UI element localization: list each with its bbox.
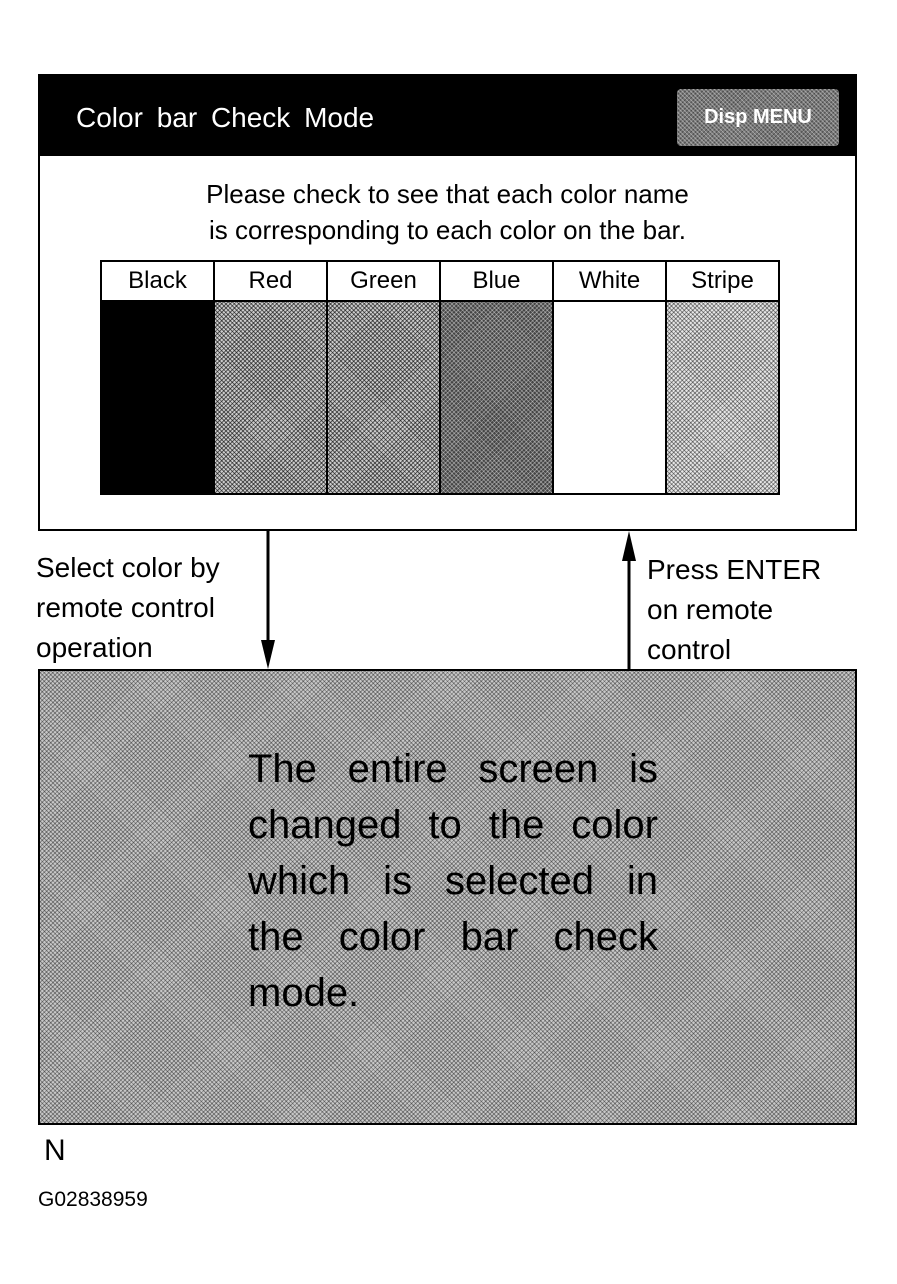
selected-color-description: The entire screen is changed to the color which is selected in the color bar check mode. (248, 747, 658, 1015)
instruction-line-2: is corresponding to each color on the bar. (209, 215, 686, 245)
press-enter-line-3: control (647, 634, 732, 665)
instruction-line-1: Please check to see that each color name (206, 179, 689, 209)
color-name-red: Red (215, 262, 326, 302)
color-bar-table (100, 260, 780, 495)
color-name-blue: Blue (441, 262, 552, 302)
corner-label: N (44, 1134, 66, 1167)
blue-swatch (441, 302, 552, 493)
color-name-stripe: Stripe (667, 262, 778, 302)
press-enter-line-2: on remote (647, 594, 774, 625)
color-column-red[interactable] (215, 262, 328, 493)
color-column-green[interactable] (328, 262, 441, 493)
title-bar (40, 76, 855, 156)
color-name-white: White (554, 262, 665, 302)
select-color-line-1: Select color by (36, 552, 220, 583)
green-swatch (328, 302, 439, 493)
color-column-black[interactable] (102, 262, 215, 493)
figure-code: G02838959 (38, 1188, 148, 1211)
red-swatch (215, 302, 326, 493)
color-name-green: Green (328, 262, 439, 302)
selected-color-screen (38, 669, 857, 1125)
press-enter-line-1: Press ENTER (647, 554, 822, 585)
up-arrow (622, 531, 636, 669)
instruction-text (40, 176, 855, 248)
down-arrow (261, 531, 275, 669)
color-bar-check-screen (38, 74, 857, 531)
select-color-line-3: operation (36, 632, 153, 663)
select-color-label (36, 548, 220, 668)
white-swatch (554, 302, 665, 493)
stripe-swatch (667, 302, 778, 493)
color-column-white[interactable] (554, 262, 667, 493)
disp-menu-button[interactable]: Disp MENU (677, 89, 839, 146)
screen-title: Color bar Check Mode (76, 102, 375, 133)
press-enter-label (647, 550, 821, 670)
color-column-blue[interactable] (441, 262, 554, 493)
select-color-line-2: remote control (36, 592, 215, 623)
color-name-black: Black (102, 262, 213, 302)
color-column-stripe[interactable] (667, 262, 778, 493)
black-swatch (102, 302, 213, 493)
